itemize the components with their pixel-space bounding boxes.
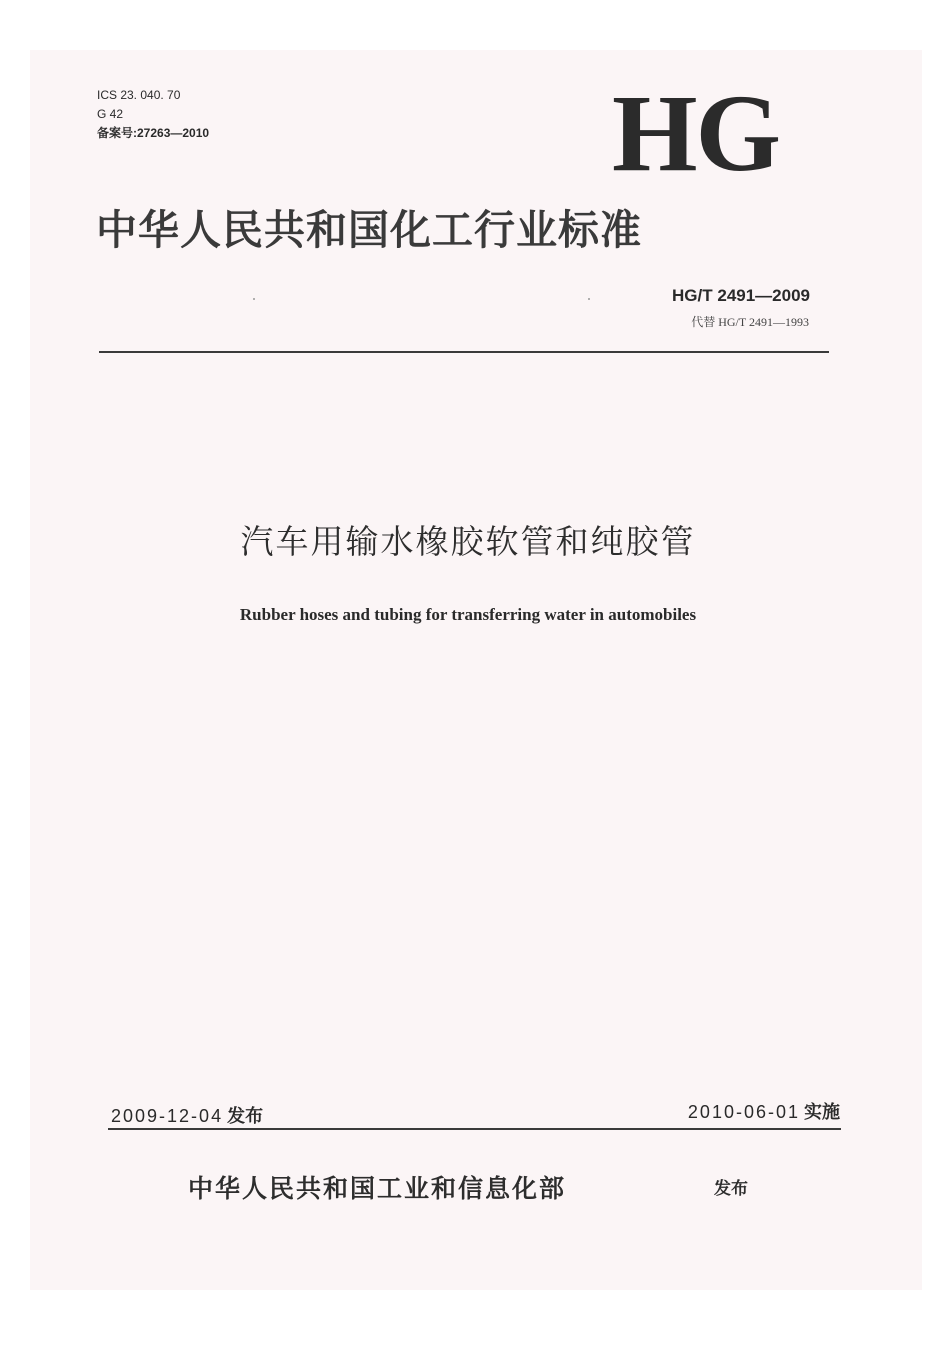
standard-organization: 中华人民共和国化工行业标准 <box>96 206 642 254</box>
document-title-chinese: 汽车用输水橡胶软管和纯胶管 <box>240 522 696 561</box>
filing-number: 备案号:27263—2010 <box>97 126 210 140</box>
issue-date: 2009-12-04 <box>111 1106 224 1126</box>
document-title-english: Rubber hoses and tubing for transferring water in automobiles <box>239 605 697 624</box>
implement-date-line <box>688 1100 840 1125</box>
implement-date: 2010-06-01 <box>687 1102 800 1122</box>
publisher-label: 发布 <box>714 1179 748 1199</box>
standard-code: HG/T 2491—2009 <box>672 286 810 305</box>
scan-speck <box>588 298 590 300</box>
ccs-code: G 42 <box>97 107 124 121</box>
issue-date-line <box>111 1104 263 1129</box>
hg-logo: HG <box>612 72 780 194</box>
scan-speck <box>253 298 255 300</box>
ics-code: ICS 23. 040. 70 <box>97 88 181 102</box>
issue-label: 发布 <box>227 1106 264 1127</box>
implement-label: 实施 <box>804 1102 840 1123</box>
classification-block <box>97 86 209 143</box>
replaces-standard: 代替 HG/T 2491—1993 <box>691 315 809 329</box>
publisher-name: 中华人民共和国工业和信息化部 <box>188 1174 567 1203</box>
footer-divider <box>108 1128 841 1130</box>
header-divider <box>99 351 829 353</box>
